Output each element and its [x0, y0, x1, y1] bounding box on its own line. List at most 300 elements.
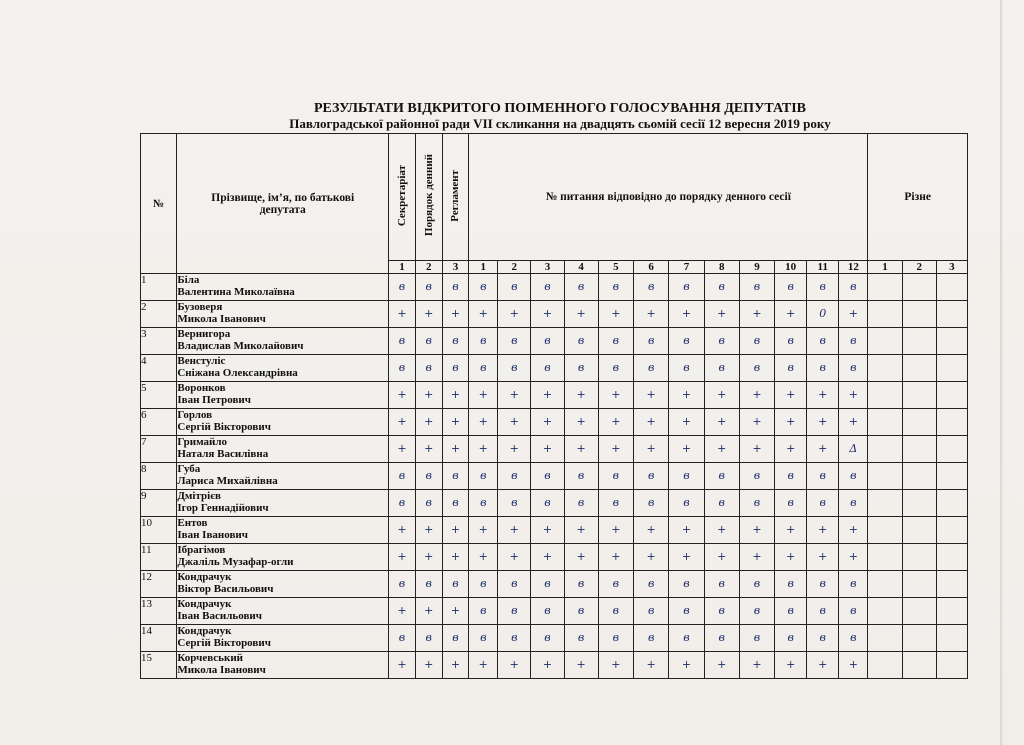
misc-cell: [868, 328, 902, 355]
deputy-surname: Дмітрієв: [177, 490, 221, 502]
table-row: [141, 355, 968, 382]
vote-mark: +: [775, 409, 807, 436]
misc-cell: [868, 382, 902, 409]
vote-mark: в: [415, 463, 442, 490]
vote-mark: +: [669, 436, 704, 463]
vote-mark: в: [469, 274, 498, 301]
misc-cell: [936, 571, 967, 598]
vote-mark: +: [415, 544, 442, 571]
misc-cell: [902, 490, 936, 517]
vote-mark: +: [775, 517, 807, 544]
misc-cell: [868, 274, 902, 301]
vote-mark: в: [498, 355, 531, 382]
misc-cell: [936, 652, 967, 679]
vote-mark: +: [739, 301, 774, 328]
deputy-given-names: Іван Васильович: [177, 610, 262, 622]
vote-mark: в: [598, 355, 633, 382]
vote-mark: +: [704, 652, 739, 679]
table-row: [141, 490, 968, 517]
vote-mark: +: [839, 409, 868, 436]
vote-mark: в: [839, 274, 868, 301]
misc-cell: [902, 301, 936, 328]
vote-mark: в: [807, 598, 839, 625]
vote-mark: +: [807, 382, 839, 409]
vote-mark: в: [389, 355, 416, 382]
vote-mark: +: [739, 544, 774, 571]
vote-mark: +: [389, 517, 416, 544]
vote-mark: в: [442, 328, 469, 355]
vote-mark: в: [634, 571, 669, 598]
vote-mark: в: [739, 625, 774, 652]
vote-mark: в: [775, 625, 807, 652]
deputy-given-names: Іван Іванович: [177, 529, 248, 541]
vote-mark: +: [442, 544, 469, 571]
question-number: 1: [469, 261, 498, 274]
vote-mark: в: [704, 571, 739, 598]
table-row: [141, 544, 968, 571]
misc-cell: [868, 301, 902, 328]
vote-mark: +: [442, 517, 469, 544]
vote-mark: +: [634, 382, 669, 409]
misc-cell: [936, 409, 967, 436]
vote-mark: в: [531, 571, 564, 598]
row-number: 11: [141, 544, 177, 571]
deputy-surname: Венстуліс: [177, 355, 226, 367]
vote-mark: +: [442, 436, 469, 463]
deputy-surname: Воронков: [177, 382, 226, 394]
vote-mark: в: [442, 490, 469, 517]
vote-mark: +: [389, 598, 416, 625]
vote-mark: в: [739, 598, 774, 625]
misc-cell: [902, 274, 936, 301]
misc-cell: [902, 436, 936, 463]
deputy-surname: Кондрачук: [177, 625, 232, 637]
vote-mark: в: [598, 274, 633, 301]
deputy-given-names: Сергій Вікторович: [177, 637, 271, 649]
voting-table: [140, 133, 968, 679]
misc-cell: [936, 382, 967, 409]
vote-mark: в: [389, 463, 416, 490]
row-number: 15: [141, 652, 177, 679]
vote-mark: в: [634, 274, 669, 301]
vote-mark: +: [389, 652, 416, 679]
vote-mark: +: [839, 382, 868, 409]
header-misc: Різне: [868, 134, 968, 261]
misc-cell: [902, 382, 936, 409]
table-row: [141, 382, 968, 409]
vote-mark: +: [807, 517, 839, 544]
misc-cell: [936, 598, 967, 625]
question-number: 10: [775, 261, 807, 274]
deputy-surname: Корчевський: [177, 652, 244, 664]
table-row: [141, 652, 968, 679]
misc-cell: [902, 571, 936, 598]
vote-mark: в: [389, 274, 416, 301]
vote-mark: в: [531, 625, 564, 652]
vote-mark: в: [807, 274, 839, 301]
vote-mark: в: [775, 355, 807, 382]
vote-mark: в: [498, 463, 531, 490]
misc-cell: [868, 625, 902, 652]
vote-mark: +: [415, 517, 442, 544]
vote-mark: +: [498, 409, 531, 436]
vote-mark: в: [704, 490, 739, 517]
vote-mark: в: [389, 625, 416, 652]
vote-mark: в: [531, 463, 564, 490]
vote-mark: +: [498, 652, 531, 679]
vote-mark: в: [531, 490, 564, 517]
vote-mark: в: [739, 490, 774, 517]
vote-mark: в: [469, 598, 498, 625]
row-number: 1: [141, 274, 177, 301]
vote-mark: в: [669, 490, 704, 517]
vote-mark: +: [389, 544, 416, 571]
vote-mark: в: [564, 463, 598, 490]
vote-mark: +: [669, 544, 704, 571]
vote-mark: +: [839, 517, 868, 544]
vote-mark: +: [634, 652, 669, 679]
vote-mark: в: [564, 571, 598, 598]
vote-mark: +: [389, 436, 416, 463]
vote-mark: +: [498, 517, 531, 544]
misc-cell: [902, 544, 936, 571]
misc-cell: [868, 409, 902, 436]
vote-mark: в: [839, 598, 868, 625]
vote-mark: +: [389, 382, 416, 409]
vote-mark: +: [775, 544, 807, 571]
vote-mark: в: [415, 355, 442, 382]
deputy-name: [177, 463, 389, 490]
vote-mark: в: [498, 598, 531, 625]
vote-mark: +: [598, 436, 633, 463]
question-number: 4: [564, 261, 598, 274]
vote-mark: +: [634, 436, 669, 463]
deputy-name: [177, 571, 389, 598]
vote-mark: +: [598, 409, 633, 436]
vote-mark: +: [839, 301, 868, 328]
vote-mark: в: [807, 463, 839, 490]
vote-mark: в: [442, 571, 469, 598]
vote-mark: в: [634, 625, 669, 652]
question-number: 9: [739, 261, 774, 274]
deputy-given-names: Микола Іванович: [177, 313, 266, 325]
vote-mark: 0: [807, 301, 839, 328]
deputy-given-names: Наталя Василівна: [177, 448, 269, 460]
vote-mark: +: [775, 301, 807, 328]
vote-mark: +: [598, 382, 633, 409]
row-number: 4: [141, 355, 177, 382]
vote-mark: в: [775, 598, 807, 625]
vote-mark: в: [807, 625, 839, 652]
vote-mark: +: [807, 544, 839, 571]
vote-mark: +: [469, 517, 498, 544]
vote-mark: в: [469, 571, 498, 598]
vote-mark: в: [498, 625, 531, 652]
row-number: 5: [141, 382, 177, 409]
vote-mark: в: [669, 274, 704, 301]
vote-mark: в: [598, 328, 633, 355]
vote-mark: в: [634, 328, 669, 355]
vote-mark: в: [669, 625, 704, 652]
vote-mark: в: [598, 598, 633, 625]
vote-mark: +: [564, 544, 598, 571]
vote-mark: в: [634, 355, 669, 382]
vote-mark: +: [442, 409, 469, 436]
vote-mark: в: [442, 274, 469, 301]
vote-mark: в: [704, 598, 739, 625]
deputy-given-names: Сніжана Олександрівна: [177, 367, 298, 379]
deputy-given-names: Владислав Миколайович: [177, 340, 304, 352]
vote-mark: +: [531, 436, 564, 463]
vote-mark: +: [807, 436, 839, 463]
vote-mark: в: [415, 625, 442, 652]
deputy-surname: Бузоверя: [177, 301, 223, 313]
deputy-name: [177, 274, 389, 301]
vote-mark: +: [564, 301, 598, 328]
vote-mark: +: [704, 544, 739, 571]
misc-cell: [868, 463, 902, 490]
vote-mark: +: [598, 544, 633, 571]
vote-mark: +: [669, 382, 704, 409]
table-row: [141, 598, 968, 625]
vote-mark: +: [739, 517, 774, 544]
row-number: 14: [141, 625, 177, 652]
deputy-name: [177, 625, 389, 652]
vote-mark: в: [498, 571, 531, 598]
table-row: [141, 571, 968, 598]
vote-mark: в: [704, 625, 739, 652]
vote-mark: +: [704, 301, 739, 328]
vote-mark: в: [839, 571, 868, 598]
vote-mark: +: [669, 517, 704, 544]
row-number: 7: [141, 436, 177, 463]
misc-cell: [902, 409, 936, 436]
vote-mark: в: [839, 355, 868, 382]
deputy-surname: Біла: [177, 274, 200, 286]
vote-mark: +: [669, 301, 704, 328]
vote-mark: +: [389, 301, 416, 328]
misc-cell: [868, 517, 902, 544]
table-row: [141, 328, 968, 355]
proc-number: 3: [442, 261, 469, 274]
vote-mark: Δ: [839, 436, 868, 463]
vote-mark: +: [564, 436, 598, 463]
header-questions: № питання відповідно до порядку денного сесії: [469, 134, 868, 261]
misc-cell: [868, 490, 902, 517]
vote-mark: в: [598, 463, 633, 490]
vote-mark: в: [839, 625, 868, 652]
voting-table-body: [141, 274, 968, 679]
misc-cell: [936, 328, 967, 355]
vote-mark: +: [531, 301, 564, 328]
vote-mark: в: [739, 463, 774, 490]
vote-mark: +: [531, 652, 564, 679]
vote-mark: +: [598, 301, 633, 328]
question-number: 3: [531, 261, 564, 274]
vote-mark: +: [415, 652, 442, 679]
vote-mark: в: [415, 328, 442, 355]
vote-mark: в: [442, 355, 469, 382]
misc-cell: [868, 571, 902, 598]
header-agenda: Порядок денний: [415, 134, 442, 261]
vote-mark: в: [839, 463, 868, 490]
deputy-given-names: Микола Іванович: [177, 664, 266, 676]
vote-mark: +: [564, 652, 598, 679]
misc-number: 2: [902, 261, 936, 274]
vote-mark: +: [564, 382, 598, 409]
deputy-surname: Горлов: [177, 409, 213, 421]
vote-mark: в: [775, 328, 807, 355]
misc-cell: [936, 355, 967, 382]
vote-mark: +: [739, 382, 774, 409]
vote-mark: в: [564, 355, 598, 382]
deputy-surname: Гримайло: [177, 436, 228, 448]
vote-mark: +: [442, 598, 469, 625]
misc-cell: [902, 328, 936, 355]
misc-cell: [936, 517, 967, 544]
vote-mark: в: [531, 274, 564, 301]
vote-mark: +: [775, 652, 807, 679]
vote-mark: +: [531, 409, 564, 436]
deputy-name: [177, 517, 389, 544]
misc-cell: [902, 517, 936, 544]
misc-cell: [902, 355, 936, 382]
document-subtitle: Павлоградської районної ради VII скликання на двадцять сьомій сесії 12 вересня 2019 року: [289, 116, 831, 131]
vote-mark: +: [598, 652, 633, 679]
proc-number: 2: [415, 261, 442, 274]
vote-mark: +: [415, 436, 442, 463]
table-row: [141, 436, 968, 463]
proc-number: 1: [389, 261, 416, 274]
row-number: 8: [141, 463, 177, 490]
question-number: 11: [807, 261, 839, 274]
misc-cell: [936, 436, 967, 463]
table-row: [141, 301, 968, 328]
misc-cell: [936, 274, 967, 301]
vote-mark: в: [498, 274, 531, 301]
vote-mark: в: [469, 355, 498, 382]
vote-mark: +: [442, 382, 469, 409]
vote-mark: в: [669, 571, 704, 598]
vote-mark: в: [704, 463, 739, 490]
vote-mark: +: [498, 544, 531, 571]
vote-mark: +: [389, 409, 416, 436]
vote-mark: в: [564, 328, 598, 355]
vote-mark: в: [775, 490, 807, 517]
vote-mark: в: [442, 625, 469, 652]
misc-cell: [868, 355, 902, 382]
deputy-surname: Вернигора: [177, 328, 231, 340]
table-row: [141, 409, 968, 436]
vote-mark: +: [469, 436, 498, 463]
vote-mark: в: [807, 355, 839, 382]
vote-mark: +: [634, 409, 669, 436]
vote-mark: в: [389, 571, 416, 598]
vote-mark: +: [839, 652, 868, 679]
vote-mark: в: [775, 571, 807, 598]
vote-mark: +: [704, 382, 739, 409]
vote-mark: +: [442, 301, 469, 328]
vote-mark: +: [531, 382, 564, 409]
vote-mark: +: [564, 517, 598, 544]
vote-mark: в: [775, 274, 807, 301]
deputy-name: [177, 436, 389, 463]
misc-cell: [868, 544, 902, 571]
vote-mark: в: [531, 355, 564, 382]
vote-mark: в: [531, 328, 564, 355]
vote-mark: в: [704, 274, 739, 301]
deputy-given-names: Лариса Михайлівна: [177, 475, 278, 487]
vote-mark: в: [498, 328, 531, 355]
vote-mark: в: [415, 571, 442, 598]
header-number: №: [141, 134, 177, 274]
vote-mark: +: [807, 652, 839, 679]
deputy-name: [177, 382, 389, 409]
vote-mark: +: [775, 436, 807, 463]
vote-mark: в: [498, 490, 531, 517]
vote-mark: в: [839, 328, 868, 355]
row-number: 13: [141, 598, 177, 625]
deputy-given-names: Валентина Миколаївна: [177, 286, 295, 298]
vote-mark: +: [531, 544, 564, 571]
vote-mark: в: [442, 463, 469, 490]
question-number: 8: [704, 261, 739, 274]
question-number: 2: [498, 261, 531, 274]
vote-mark: в: [564, 490, 598, 517]
vote-mark: +: [839, 544, 868, 571]
misc-cell: [936, 301, 967, 328]
table-row: [141, 463, 968, 490]
vote-mark: в: [807, 328, 839, 355]
vote-mark: в: [704, 355, 739, 382]
misc-cell: [936, 544, 967, 571]
deputy-name: [177, 598, 389, 625]
deputy-given-names: Ігор Геннадійович: [177, 502, 269, 514]
vote-mark: в: [669, 328, 704, 355]
misc-cell: [936, 625, 967, 652]
misc-cell: [868, 436, 902, 463]
question-number: 6: [634, 261, 669, 274]
deputy-surname: Кондрачук: [177, 598, 232, 610]
deputy-surname: Губа: [177, 463, 201, 475]
misc-cell: [902, 625, 936, 652]
vote-mark: +: [469, 301, 498, 328]
vote-mark: в: [739, 274, 774, 301]
vote-mark: +: [634, 544, 669, 571]
vote-mark: +: [415, 301, 442, 328]
vote-mark: +: [415, 598, 442, 625]
vote-mark: в: [564, 598, 598, 625]
page-fold: [1000, 0, 1003, 745]
vote-mark: в: [669, 598, 704, 625]
vote-mark: +: [598, 517, 633, 544]
deputy-name: [177, 490, 389, 517]
question-number: 5: [598, 261, 633, 274]
vote-mark: +: [704, 436, 739, 463]
question-number: 12: [839, 261, 868, 274]
misc-cell: [868, 598, 902, 625]
misc-number: 1: [868, 261, 902, 274]
deputy-name: [177, 301, 389, 328]
misc-cell: [902, 463, 936, 490]
vote-mark: в: [739, 571, 774, 598]
vote-mark: +: [704, 409, 739, 436]
deputy-name: [177, 544, 389, 571]
deputy-given-names: Сергій Вікторович: [177, 421, 271, 433]
vote-mark: в: [598, 490, 633, 517]
row-number: 9: [141, 490, 177, 517]
misc-cell: [936, 490, 967, 517]
